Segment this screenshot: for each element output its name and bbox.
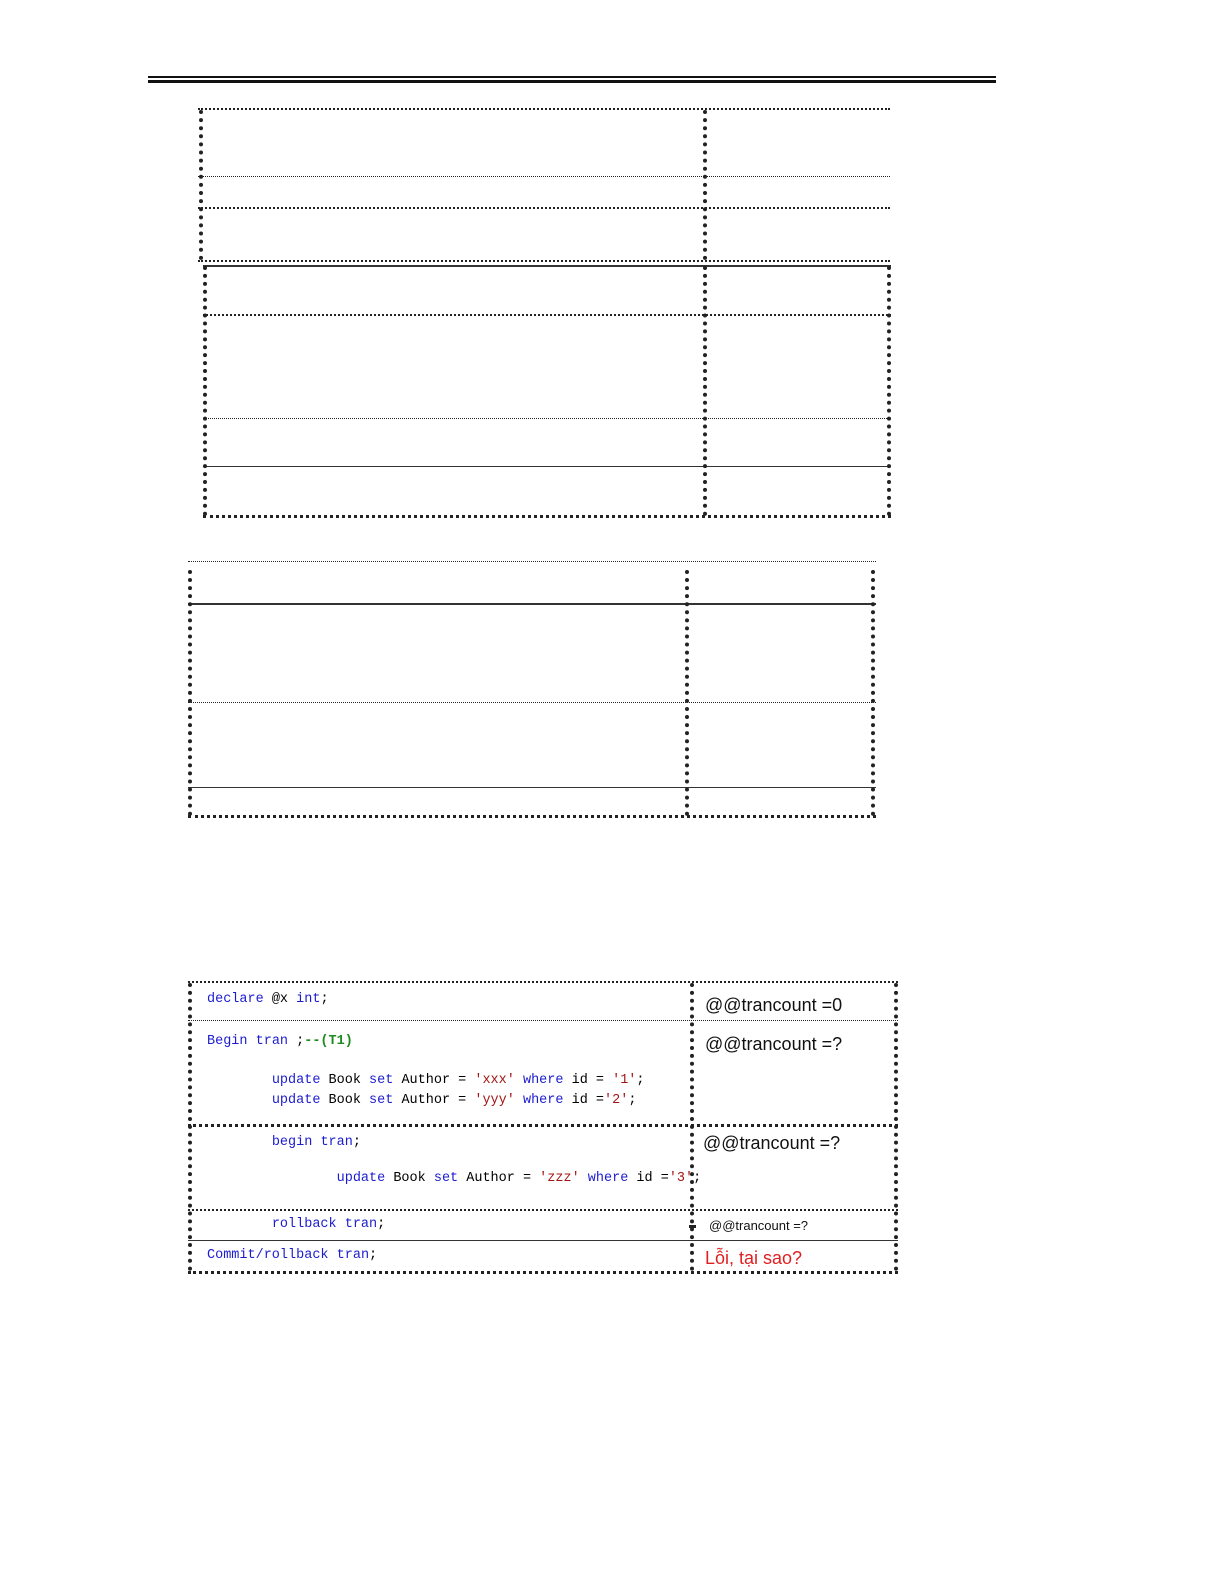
code-line [207, 1152, 701, 1170]
code-token [207, 1093, 272, 1108]
code-token: Begin [207, 1034, 248, 1049]
code-token: begin [271, 1135, 313, 1150]
code-token [580, 1171, 588, 1186]
code-token [207, 1171, 337, 1186]
code-line [207, 1032, 645, 1052]
code-token: ; [320, 992, 329, 1007]
code-token: 'yyy' [474, 1092, 515, 1108]
code-token: '2' [604, 1092, 629, 1108]
code-token: id = [628, 1171, 669, 1186]
code-token [337, 1217, 345, 1232]
code-token: id = [563, 1073, 613, 1088]
code-token: Book [320, 1073, 370, 1088]
code-cell-declare [207, 992, 329, 1008]
code-token: update [336, 1171, 386, 1186]
code-cell-rollback [207, 1217, 385, 1233]
error-note: Lỗi, tại sao? [705, 1248, 803, 1268]
code-line [207, 1248, 377, 1264]
code-token: 'xxx' [474, 1073, 515, 1088]
code-token: @x [263, 992, 297, 1007]
code-token: tran [344, 1217, 378, 1232]
code-line [207, 1071, 645, 1091]
code-token [329, 1248, 337, 1263]
trancount-note: @@trancount =? [709, 1218, 809, 1233]
code-token [248, 1034, 256, 1049]
code-token: set [433, 1171, 459, 1186]
code-token: '1' [612, 1073, 637, 1088]
code-token: ; [693, 1171, 702, 1186]
code-token: --(T1) [304, 1034, 353, 1049]
code-token [207, 1135, 272, 1150]
code-token: update [271, 1092, 321, 1108]
code-token: Book [320, 1092, 370, 1108]
code-token: rollback [271, 1217, 337, 1232]
trancount-note: @@trancount =0 [705, 995, 843, 1015]
code-token: ; [369, 1248, 378, 1263]
code-line [207, 1170, 701, 1188]
code-token: Author = [393, 1073, 475, 1088]
code-line [207, 992, 329, 1008]
code-token: ; [636, 1073, 645, 1088]
code-token: tran [336, 1248, 370, 1263]
code-token: Author = [393, 1092, 475, 1108]
dash-mark [689, 1225, 696, 1228]
trancount-note: @@trancount =? [705, 1034, 843, 1054]
code-token: declare [207, 992, 264, 1007]
code-token [515, 1073, 523, 1088]
code-token: ; [628, 1092, 637, 1108]
code-token [515, 1093, 523, 1108]
code-cell-nested-begin [207, 1134, 701, 1188]
code-token: ; [352, 1135, 361, 1150]
code-token: set [369, 1073, 394, 1088]
code-line [207, 1091, 645, 1111]
code-token: int [296, 992, 321, 1007]
code-line [207, 1134, 701, 1152]
code-token: ; [288, 1034, 305, 1049]
code-token: '3' [668, 1171, 694, 1186]
code-token: ; [377, 1217, 386, 1232]
code-token: tran [320, 1135, 353, 1150]
trancount-note: @@trancount =? [703, 1133, 841, 1153]
code-token: Book [385, 1171, 434, 1186]
code-token: Commit/rollback [207, 1248, 329, 1263]
code-token: Author = [458, 1171, 540, 1186]
code-token: where [587, 1171, 629, 1186]
code-token: 'zzz' [539, 1171, 580, 1186]
code-cell-begin-tran [207, 1032, 645, 1110]
code-token: update [271, 1073, 321, 1088]
code-cell-commit-rollback [207, 1248, 377, 1264]
code-token [207, 1217, 272, 1232]
code-token: where [522, 1092, 564, 1108]
code-line [207, 1052, 645, 1072]
code-line [207, 1217, 385, 1233]
code-token: tran [255, 1034, 289, 1049]
code-token [207, 1073, 272, 1088]
code-token: id = [563, 1092, 605, 1108]
code-token: where [522, 1073, 564, 1088]
code-token: set [369, 1092, 394, 1108]
